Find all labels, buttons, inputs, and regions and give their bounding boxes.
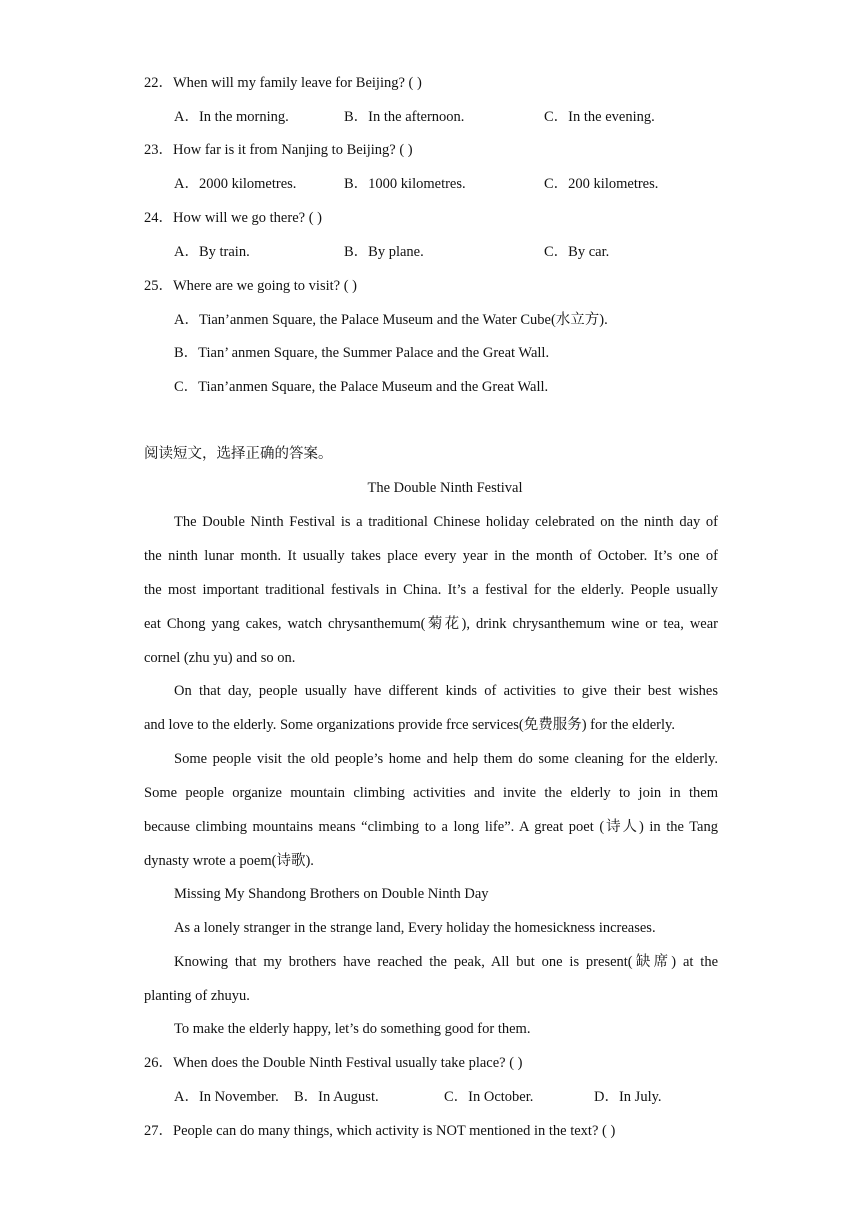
passage-line-7: and love to the elderly. Some organizations provide frce services(免费服务) for the elderly. bbox=[144, 717, 675, 733]
poem-line-3: planting of zhuyu. bbox=[144, 988, 250, 1004]
q22-option-a: A．In the morning. bbox=[174, 109, 289, 125]
q23-option-a: A．2000 kilometres. bbox=[174, 176, 297, 192]
q26-option-a: A．In November. bbox=[174, 1089, 279, 1105]
q24-option-c: C．By car. bbox=[544, 244, 610, 260]
poem-line-2: Knowing that my brothers have reached the peak, All but one is present(缺席) at the bbox=[174, 954, 718, 970]
passage-line-6: On that day, people usually have different kinds of activities to give their best wishes bbox=[174, 683, 718, 699]
q25-option-b: B．Tian’ anmen Square, the Summer Palace and the Great Wall. bbox=[174, 345, 550, 361]
q26-option-c: C．In October. bbox=[444, 1089, 534, 1105]
passage-line-closing: To make the elderly happy, let’s do something good for them. bbox=[174, 1021, 531, 1037]
q22-option-c: C．In the evening. bbox=[544, 109, 655, 125]
question-22: 22．When will my family leave for Beijing? ( ) bbox=[144, 75, 422, 91]
passage-line-9: Some people organize mountain climbing activities and invite the elderly to join in them bbox=[144, 785, 718, 801]
question-24: 24．How will we go there? ( ) bbox=[144, 210, 322, 226]
question-23: 23．How far is it from Nanjing to Beijing? ( ) bbox=[144, 142, 413, 158]
q25-option-a: A．Tian’anmen Square, the Palace Museum and the Water Cube(水立方). bbox=[174, 312, 608, 328]
q25-option-c: C．Tian’anmen Square, the Palace Museum and the Great Wall. bbox=[174, 379, 549, 395]
question-27: 27．People can do many things, which activity is NOT mentioned in the text? ( ) bbox=[144, 1123, 616, 1139]
poem-title: Missing My Shandong Brothers on Double Ninth Day bbox=[174, 886, 489, 902]
question-26: 26．When does the Double Ninth Festival usually take place? ( ) bbox=[144, 1055, 523, 1071]
passage-line-5: cornel (zhu yu) and so on. bbox=[144, 650, 296, 666]
poem-line-1: As a lonely stranger in the strange land, Every holiday the homesickness increases. bbox=[174, 920, 656, 936]
passage-line-1: The Double Ninth Festival is a traditional Chinese holiday celebrated on the ninth day of bbox=[174, 514, 718, 530]
passage-line-4: eat Chong yang cakes, watch chrysanthemum(菊花), drink chrysanthemum wine or tea, wear bbox=[144, 616, 718, 632]
q23-option-b: B．1000 kilometres. bbox=[344, 176, 466, 192]
passage-line-2: the ninth lunar month. It usually takes place every year in the month of October. It’s one of bbox=[144, 548, 718, 564]
q26-option-b: B．In August. bbox=[294, 1089, 379, 1105]
reading-instruction: 阅读短文，选择正确的答案。 bbox=[144, 446, 333, 462]
passage-line-10: because climbing mountains means “climbing to a long life”. A great poet (诗人) in the Tang bbox=[144, 819, 718, 835]
passage-title: The Double Ninth Festival bbox=[367, 480, 523, 496]
q24-option-a: A．By train. bbox=[174, 244, 250, 260]
passage-line-3: the most important traditional festivals in China. It’s a festival for the elderly. People usually bbox=[144, 582, 718, 598]
question-25: 25．Where are we going to visit? ( ) bbox=[144, 278, 357, 294]
passage-line-11: dynasty wrote a poem(诗歌). bbox=[144, 853, 314, 869]
passage-line-8: Some people visit the old people’s home and help them do some cleaning for the elderly. bbox=[174, 751, 718, 767]
q26-option-d: D．In July. bbox=[594, 1089, 662, 1105]
q24-option-b: B．By plane. bbox=[344, 244, 424, 260]
q22-option-b: B．In the afternoon. bbox=[344, 109, 465, 125]
q23-option-c: C．200 kilometres. bbox=[544, 176, 659, 192]
